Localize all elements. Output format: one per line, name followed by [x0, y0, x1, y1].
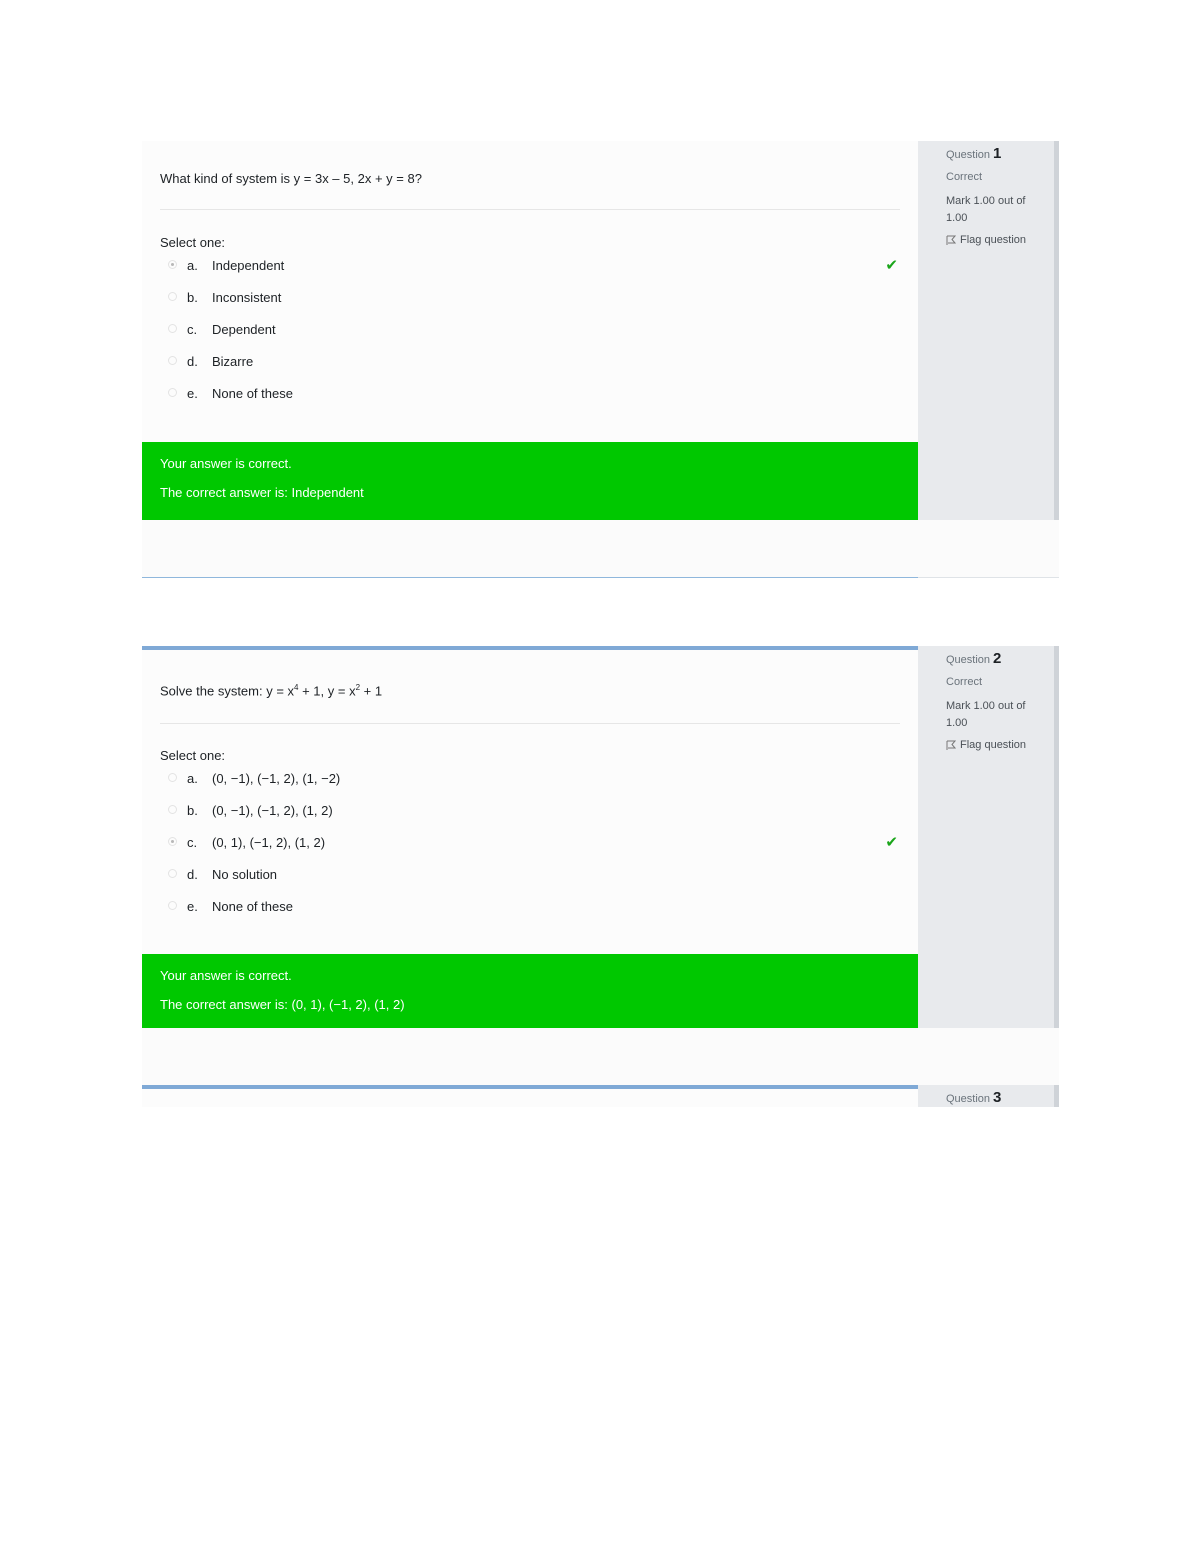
spacer — [142, 520, 1059, 577]
feedback-status: Your answer is correct. — [160, 456, 292, 471]
select-one-prompt: Select one: — [160, 235, 226, 250]
feedback-panel — [142, 442, 918, 520]
radio-button[interactable] — [168, 260, 177, 269]
question-content — [142, 141, 918, 520]
option-text: None of these — [212, 386, 293, 401]
question-info-panel — [918, 141, 1059, 520]
question-1 — [142, 141, 1059, 520]
question-state: Correct — [946, 676, 983, 688]
option-letter: d. — [187, 354, 198, 369]
divider — [160, 209, 900, 210]
option-text: Dependent — [212, 322, 276, 337]
question-text: Solve the system: $y = x^4 + 1$, $y = x^2 + 1$ — [160, 683, 383, 699]
option-text: Bizarre — [212, 354, 254, 369]
answer-option-d[interactable] — [168, 354, 898, 386]
radio-button[interactable] — [168, 901, 177, 910]
question-number: Question 2 — [946, 650, 1002, 667]
option-letter: c. — [187, 322, 198, 337]
radio-button[interactable] — [168, 292, 177, 301]
answer-option-e[interactable] — [168, 899, 898, 931]
option-letter: b. — [187, 803, 198, 818]
option-letter: a. — [187, 771, 198, 786]
feedback-right-answer: The correct answer is: Independent — [160, 485, 364, 500]
option-text: (0, 1), (−1, 2), (1, 2) — [212, 835, 326, 850]
answer-option-a[interactable] — [168, 258, 898, 290]
flag-question-link[interactable] — [946, 739, 1054, 751]
answer-option-a[interactable] — [168, 771, 898, 803]
option-letter: a. — [187, 258, 198, 273]
option-letter: d. — [187, 867, 198, 882]
option-text: None of these — [212, 899, 293, 914]
radio-button[interactable] — [168, 324, 177, 333]
feedback-status: Your answer is correct. — [160, 968, 292, 983]
radio-button[interactable] — [168, 388, 177, 397]
radio-button[interactable] — [168, 356, 177, 365]
question-number: Question 1 — [946, 145, 1002, 162]
radio-button[interactable] — [168, 773, 177, 782]
option-text: (0, −1), (−1, 2), (1, −2) — [212, 771, 341, 786]
divider — [160, 723, 900, 724]
option-text: Inconsistent — [212, 290, 282, 305]
question-text: What kind of system is y = 3x – 5, 2x + y = 8? — [160, 171, 422, 186]
question-content — [142, 646, 918, 1028]
option-letter: c. — [187, 835, 198, 850]
option-text: Independent — [212, 258, 285, 273]
question-state: Correct — [946, 171, 983, 183]
answer-option-b[interactable] — [168, 803, 898, 835]
spacer — [142, 1028, 1059, 1085]
question-number: Question 3 — [946, 1089, 1002, 1106]
separator — [142, 577, 1059, 578]
feedback-right-answer: The correct answer is: (0, 1), (−1, 2), (1, 2) — [160, 997, 405, 1012]
flag-icon — [946, 235, 956, 245]
question-content — [142, 1085, 918, 1107]
correct-check-icon: ✔ — [885, 257, 898, 274]
question-info-panel — [918, 646, 1059, 1028]
answer-options — [168, 771, 898, 931]
option-letter: b. — [187, 290, 198, 305]
flag-question-link[interactable] — [946, 234, 1054, 246]
answer-option-e[interactable] — [168, 386, 898, 418]
option-letter: e. — [187, 386, 198, 401]
option-text: (0, −1), (−1, 2), (1, 2) — [212, 803, 333, 818]
answer-option-d[interactable] — [168, 867, 898, 899]
answer-options — [168, 258, 898, 418]
radio-button[interactable] — [168, 805, 177, 814]
question-2 — [142, 646, 1059, 1028]
correct-check-icon: ✔ — [885, 834, 898, 851]
answer-option-c[interactable] — [168, 322, 898, 354]
select-one-prompt: Select one: — [160, 748, 226, 763]
flag-icon — [946, 740, 956, 750]
flag-question-label: Flag question — [960, 234, 1027, 246]
question-3 — [142, 1085, 1059, 1107]
flag-question-label: Flag question — [960, 739, 1027, 751]
answer-option-c[interactable] — [168, 835, 898, 867]
radio-button[interactable] — [168, 869, 177, 878]
question-grade: Mark 1.00 out of 1.00 — [946, 195, 1026, 224]
feedback-panel — [142, 954, 918, 1032]
option-letter: e. — [187, 899, 198, 914]
question-grade: Mark 1.00 out of 1.00 — [946, 700, 1026, 729]
answer-option-b[interactable] — [168, 290, 898, 322]
option-text: No solution — [212, 867, 278, 882]
question-info-panel — [918, 1085, 1059, 1107]
radio-button[interactable] — [168, 837, 177, 846]
